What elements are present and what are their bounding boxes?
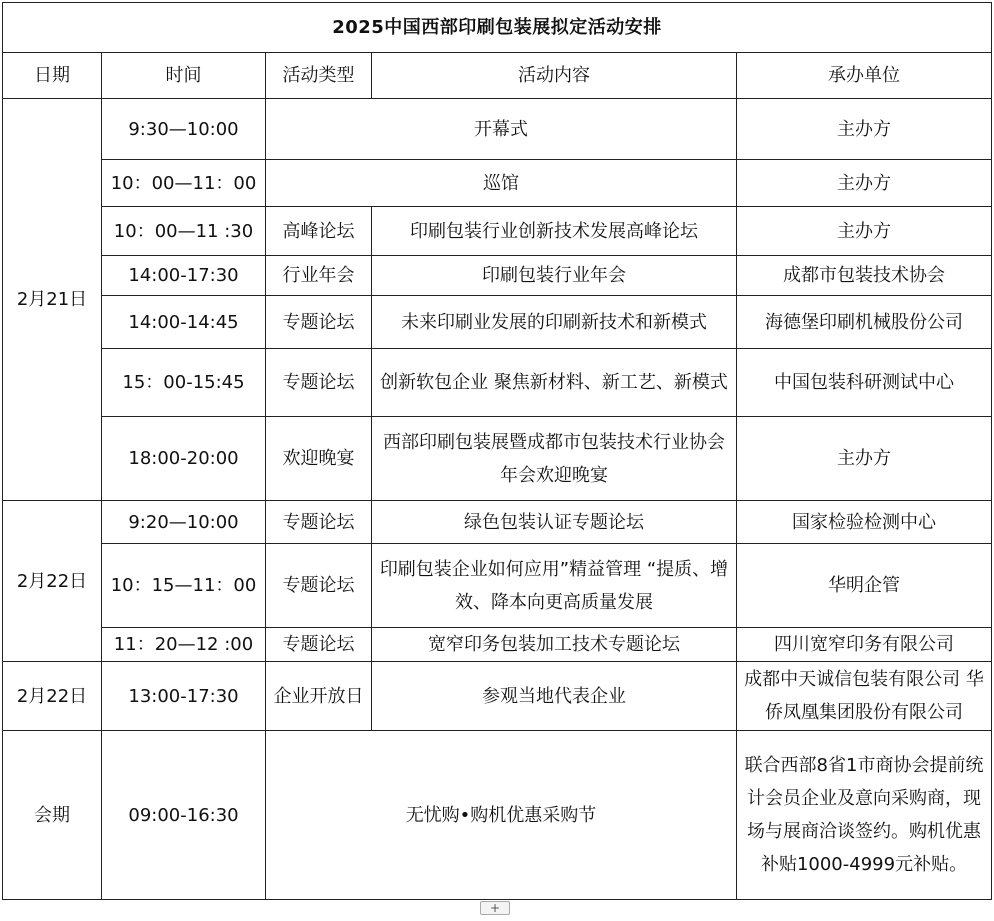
table-row — [3, 628, 992, 662]
content-cell: 未来印刷业发展的印刷新技术和新模式 — [372, 296, 737, 349]
content-cell: 西部印刷包装展暨成都市包装技术行业协会年会欢迎晚宴 — [372, 417, 737, 501]
content-cell: 印刷包装企业如何应用”精益管理 “提质、增效、降本向更高质量发展 — [372, 544, 737, 628]
time-cell: 14:00-14:45 — [102, 296, 266, 349]
table-row — [3, 501, 992, 544]
organizer-cell: 主办方 — [737, 99, 992, 160]
time-cell: 14:00-17:30 — [102, 256, 266, 296]
date-cell: 2月21日 — [3, 99, 102, 501]
type-cell: 专题论坛 — [266, 349, 372, 417]
content-cell: 印刷包装行业创新技术发展高峰论坛 — [372, 207, 737, 256]
table-row — [3, 544, 992, 628]
header-content: 活动内容 — [372, 53, 737, 99]
table-row — [3, 207, 992, 256]
type-cell: 企业开放日 — [266, 662, 372, 731]
type-cell: 行业年会 — [266, 256, 372, 296]
header-type: 活动类型 — [266, 53, 372, 99]
header-date: 日期 — [3, 53, 102, 99]
date-cell: 会期 — [3, 731, 102, 900]
time-cell: 13:00-17:30 — [102, 662, 266, 731]
add-row-button[interactable]: + — [480, 901, 510, 915]
header-time: 时间 — [102, 53, 266, 99]
type-cell: 专题论坛 — [266, 544, 372, 628]
organizer-cell: 主办方 — [737, 207, 992, 256]
time-cell: 9:20—10:00 — [102, 501, 266, 544]
time-cell: 10：15—11：00 — [102, 544, 266, 628]
content-cell: 宽窄印务包装加工技术专题论坛 — [372, 628, 737, 662]
time-cell: 10：00—11：00 — [102, 160, 266, 207]
organizer-cell: 中国包装科研测试中心 — [737, 349, 992, 417]
content-cell: 绿色包装认证专题论坛 — [372, 501, 737, 544]
date-cell: 2月22日 — [3, 662, 102, 731]
time-cell: 09:00-16:30 — [102, 731, 266, 900]
time-cell: 11：20—12 :00 — [102, 628, 266, 662]
organizer-cell: 华明企管 — [737, 544, 992, 628]
page-title: 2025中国西部印刷包装展拟定活动安排 — [3, 3, 992, 53]
table-row — [3, 160, 992, 207]
content-cell: 创新软包企业 聚焦新材料、新工艺、新模式 — [372, 349, 737, 417]
table-row — [3, 349, 992, 417]
table-row — [3, 662, 992, 731]
type-cell: 专题论坛 — [266, 296, 372, 349]
table-row — [3, 256, 992, 296]
table-row — [3, 99, 992, 160]
schedule-table — [2, 2, 992, 900]
time-cell: 10：00—11 :30 — [102, 207, 266, 256]
date-cell: 2月22日 — [3, 501, 102, 662]
content-cell: 开幕式 — [266, 99, 737, 160]
table-row — [3, 417, 992, 501]
header-row — [3, 53, 992, 99]
content-cell: 参观当地代表企业 — [372, 662, 737, 731]
organizer-cell: 联合西部8省1市商协会提前统计会员企业及意向采购商，现场与展商洽谈签约。购机优惠补贴1000-4999元补贴。 — [737, 731, 992, 900]
content-cell: 印刷包装行业年会 — [372, 256, 737, 296]
type-cell: 高峰论坛 — [266, 207, 372, 256]
time-cell: 15：00-15:45 — [102, 349, 266, 417]
organizer-cell: 成都市包装技术协会 — [737, 256, 992, 296]
content-cell: 无忧购•购机优惠采购节 — [266, 731, 737, 900]
organizer-cell: 四川宽窄印务有限公司 — [737, 628, 992, 662]
organizer-cell: 主办方 — [737, 417, 992, 501]
time-cell: 18:00-20:00 — [102, 417, 266, 501]
organizer-cell: 海德堡印刷机械股份公司 — [737, 296, 992, 349]
type-cell: 专题论坛 — [266, 501, 372, 544]
organizer-cell: 成都中天诚信包装有限公司 华侨凤凰集团股份有限公司 — [737, 662, 992, 731]
organizer-cell: 国家检验检测中心 — [737, 501, 992, 544]
table-row — [3, 731, 992, 900]
organizer-cell: 主办方 — [737, 160, 992, 207]
type-cell: 专题论坛 — [266, 628, 372, 662]
time-cell: 9:30—10:00 — [102, 99, 266, 160]
content-cell: 巡馆 — [266, 160, 737, 207]
table-row — [3, 296, 992, 349]
type-cell: 欢迎晚宴 — [266, 417, 372, 501]
header-organizer: 承办单位 — [737, 53, 992, 99]
